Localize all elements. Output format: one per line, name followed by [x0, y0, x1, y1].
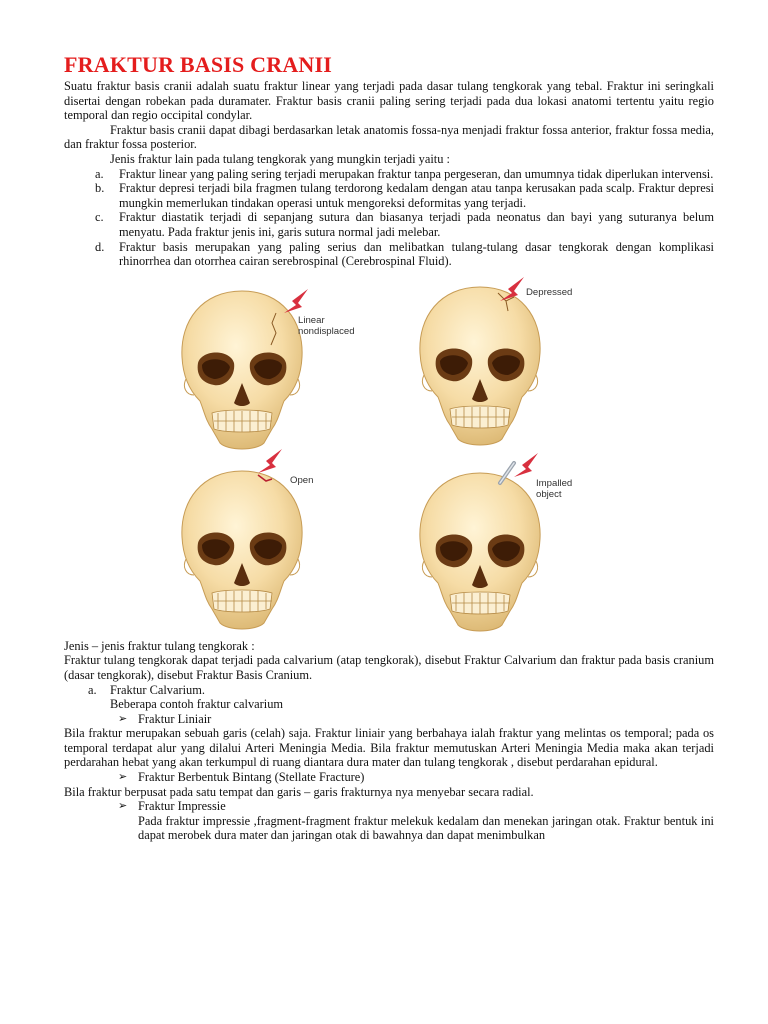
arrow-icon	[496, 275, 526, 305]
fracture-types-list	[64, 167, 714, 269]
arrow-bullet-icon: ➢	[118, 711, 128, 725]
skull-impaled-image	[410, 465, 550, 635]
arrow-bullet-icon: ➢	[118, 799, 128, 813]
list-item	[64, 181, 714, 210]
bullet-item	[64, 770, 714, 785]
skull-open-image	[172, 463, 312, 633]
bullet-item	[64, 799, 714, 814]
examples-label: Beberapa contoh fraktur calvarium	[110, 697, 284, 712]
intro-paragraph-2: Fraktur basis cranii dapat dibagi berdasarkan letak anatomis fossa-nya menjadi fraktur fossa anterior, fraktur fossa media, dan fraktur fossa posterior.	[64, 122, 714, 152]
bullet-text: Fraktur Impressie	[138, 799, 226, 814]
intro-paragraph-3: Jenis fraktur lain pada tulang tengkorak yang mungkin terjadi yaitu :	[110, 151, 450, 166]
impressie-paragraph: Pada fraktur impressie ,fragment-fragment fraktur melekuk kedalam dan menekan jaringan otak. Fraktur bentuk ini dapat merobek dura mater dan jaringan otak di bawahnya dan dapat menimbulkan	[138, 813, 714, 843]
section-heading: Jenis – jenis fraktur tulang tengkorak :	[64, 638, 255, 653]
stellate-paragraph: Bila fraktur berpusat pada satu tempat dan garis – garis frakturnya nya menyebar secara radial.	[64, 784, 534, 799]
arrow-bullet-icon: ➢	[118, 770, 128, 784]
list-marker: d.	[95, 239, 105, 254]
list-item-text: Fraktur basis merupakan yang paling serius dan melibatkan tulang-tulang dasar tengkorak dengan komplikasi rhinorrhea dan otorrhea cairan serebrospinal (Cerebrospinal Fluid).	[119, 239, 714, 269]
list-marker: b.	[95, 181, 105, 196]
bullet-text: Fraktur Liniair	[138, 711, 212, 726]
skull-fracture-figure	[64, 275, 714, 639]
list-item	[64, 210, 714, 239]
list-item	[64, 240, 714, 269]
arrow-icon	[280, 287, 310, 317]
arrow-icon	[510, 451, 540, 481]
section-paragraph: Fraktur tulang tengkorak dapat terjadi pada calvarium (atap tengkorak), disebut Fraktur Calvarium dan fraktur pada basis cranium (dasar tengkorak), disebut Fraktur Basis Cranium.	[64, 653, 714, 682]
list-marker: c.	[95, 210, 104, 225]
list-item-text: Fraktur linear yang paling sering terjadi merupakan fraktur tanpa pergeseran, dan umumnya tidak diperlukan intervensi.	[119, 166, 714, 181]
bullet-item	[64, 712, 714, 727]
list-item	[64, 167, 714, 182]
liniair-paragraph: Bila fraktur merupakan sebuah garis (celah) saja. Fraktur liniair yang berbahaya ialah fraktur yang melintas os temporal; pada os temporal terdapat alur yang dilalui Arteri Meningia Media. Bila fraktur memutuskan Arteri Meningia Media maka akan terjadi perdarahan hebat yang akan terkumpul di ruang diantara dura mater dan tulang tengkorak , disebut perdarahan epidural.	[64, 726, 714, 770]
list-item-text: Fraktur depresi terjadi bila fragmen tulang terdorong kedalam dengan atau tanpa kerusakan pada scalp. Fraktur depresi mungkin memerlukan tindakan operasi untuk mengoreksi deformitas yang terjadi.	[119, 181, 714, 210]
label-impaled: Impalled object	[536, 477, 573, 500]
arrow-icon	[254, 447, 284, 477]
page-title: FRAKTUR BASIS CRANII	[64, 52, 333, 77]
bullet-text: Fraktur Berbentuk Bintang (Stellate Fracture)	[138, 770, 365, 785]
list-item-text: Fraktur diastatik terjadi di sepanjang sutura dan biasanya terjadi pada neonatus dan bayi yang suturanya belum menyatu. Pada fraktur jenis ini, garis sutura normal jadi melebar.	[119, 210, 714, 239]
list-item	[64, 683, 714, 698]
label-depressed: Depressed	[526, 286, 573, 298]
intro-paragraph-1: Suatu fraktur basis cranii adalah suatu fraktur linear yang terjadi pada dasar tulang tengkorak yang tebal. Fraktur ini seringkali disertai dengan robekan pada duramater. Fraktur basis cranii paling sering terjadi pada dua lokasi anatomi tertentu yaitu regio temporal dan regio occipital condylar.	[64, 79, 714, 123]
document-page	[64, 52, 714, 843]
skull-depressed-image	[410, 279, 550, 449]
label-linear: Linear nondisplaced	[298, 314, 355, 337]
list-marker: a.	[95, 166, 104, 181]
label-open: Open	[290, 474, 314, 486]
list-item-text: Fraktur Calvarium.	[110, 682, 205, 697]
list-marker: a.	[88, 682, 97, 697]
